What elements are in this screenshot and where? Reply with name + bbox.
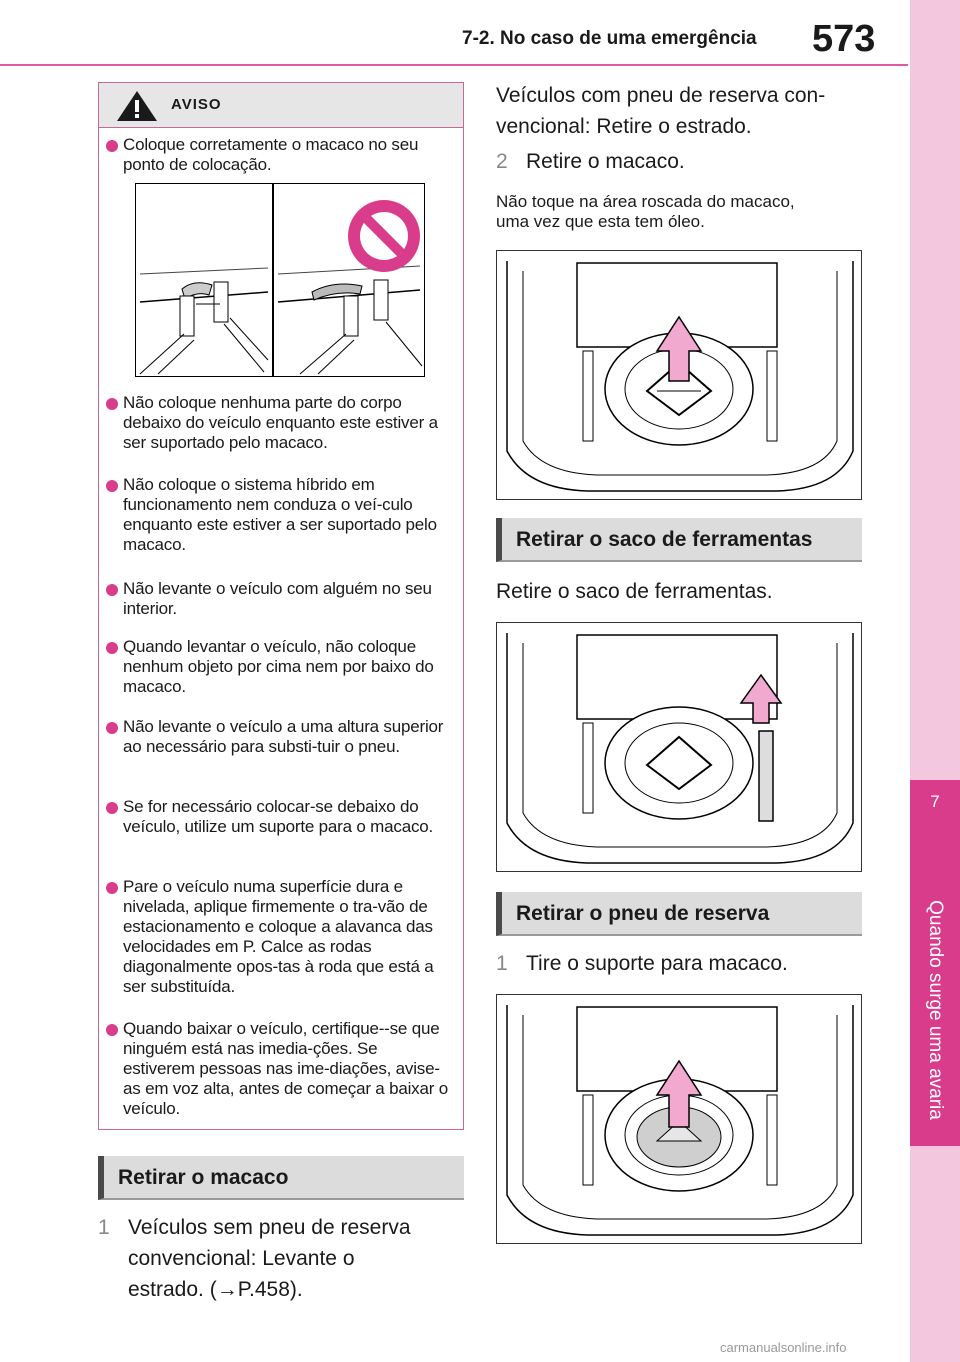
- bullet-icon: [106, 802, 118, 814]
- watermark: carmanualsonline.info: [720, 1340, 847, 1355]
- warning-header: [99, 83, 463, 128]
- bullet-icon: [106, 480, 118, 492]
- warning-triangle-icon: [115, 89, 159, 123]
- bullet-icon: [106, 1024, 118, 1036]
- bullet-icon: [106, 642, 118, 654]
- warning-title: AVISO: [171, 96, 222, 113]
- bullet-icon: [106, 398, 118, 410]
- page-reference-link[interactable]: estrado. (→P.458).: [128, 1278, 303, 1301]
- side-tab-strip: [910, 0, 960, 1362]
- warning-box: AVISO Coloque corretamente o macaco no seu ponto de colocação. Não coloque nenhuma parte do corpo debaixo do veículo enquanto este estiver a ser suportado pelo macaco. Não coloque o sistema híbrido em funcionamento nem conduza o veí-culo enquanto este estiver a ser suportado pelo macaco. Não levante o veículo com alguém no seu interior. Quando levantar o veículo, não coloque nenhum objeto por cima nem por baixo do macaco. Não levante o veículo a uma altura superior ao necessário para substi-tuir o pneu. Se for necessário colocar-se debaixo do veículo, utilize um suporte para o macaco. Pare o veículo numa superfície dura e nivelada, aplique firmemente o tra-vão de estacionamento e coloque a alavanca das velocidades em P. Calce as rodas diagonalmente opos-tas à roda que está a ser substituída. Quando baixar o veículo, certifique--se que ninguém está nas imedia-ções. Se estiverem pessoas nas ime-diações, avise-as em voz alta, antes de começar a baixar o veículo.: [98, 82, 464, 1130]
- section-header-tools: Retirar o saco de ferramentas: [496, 518, 862, 562]
- section-header-jack: Retirar o macaco: [98, 1156, 464, 1200]
- page-number: 573: [812, 18, 876, 60]
- spare-step-1: 1 Tire o suporte para macaco.: [496, 952, 788, 975]
- bullet-icon: [106, 140, 118, 152]
- header-rule: [0, 64, 908, 66]
- jack-step-1: 1 Veículos sem pneu de reserva convencional: Levante o estrado. (→P.458).: [98, 1212, 464, 1308]
- jack-step-2: 2 Retire o macaco.: [496, 150, 685, 173]
- jack-note: Não toque na área roscada do macaco, uma vez que esta tem óleo.: [496, 192, 795, 231]
- bullet-icon: [106, 584, 118, 596]
- tools-step: Retire o saco de ferramentas.: [496, 580, 773, 603]
- trunk-toolbag-illustration: [496, 622, 862, 872]
- jack-position-illustration: [135, 183, 425, 377]
- bullet-icon: [106, 882, 118, 894]
- bullet-icon: [106, 722, 118, 734]
- trunk-jack-illustration: [496, 250, 862, 500]
- jack-step-1-continued: Veículos com pneu de reserva con- vencional: Retire o estrado.: [496, 84, 826, 138]
- trunk-spare-tire-illustration: [496, 994, 862, 1244]
- chapter-number: 7: [930, 792, 940, 811]
- chapter-title: Quando surge uma avaria: [925, 900, 946, 1120]
- section-header-spare: Retirar o pneu de reserva: [496, 892, 862, 936]
- section-heading: 7-2. No caso de uma emergência: [462, 28, 757, 49]
